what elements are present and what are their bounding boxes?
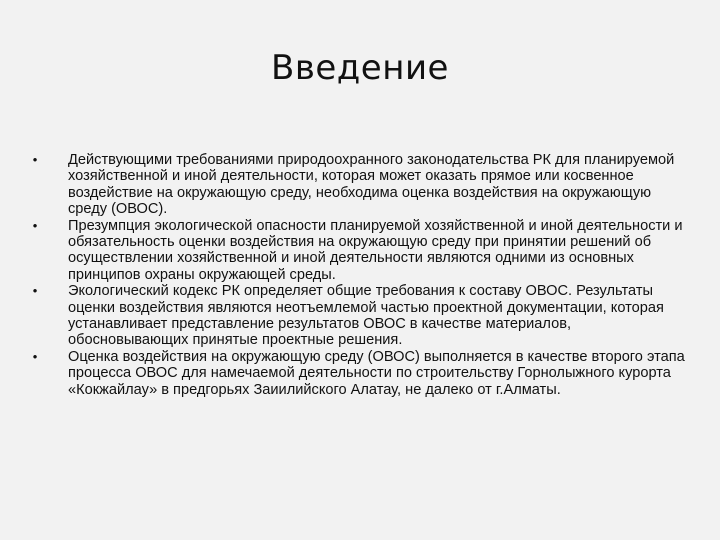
bullet-marker: • [32,283,38,299]
bullet-marker: • [32,152,38,167]
bullet-item [30,283,685,349]
bullet-item [30,218,685,284]
bullet-item [30,152,685,218]
bullet-text: Действующими требованиями природоохранного законодательства РК для планируемой хозяйственной и иной деятельности, которая может оказать прямое или косвенное воздействие на окружающую среду, необходима оценка воздействия на окружающую среду (ОВОС). [68,152,675,218]
bullet-text: Презумпция экологической опасности планируемой хозяйственной и иной деятельности и обязательность оценки воздействия на окружающую среду при принятии решений об осуществлении хозяйственной и иной деятельности являются одними из основных принципов охраны окружающей среды. [68,217,683,283]
bullet-marker: • [32,217,38,233]
bullet-marker: • [32,348,38,364]
slide-title: Введение [271,48,449,88]
bullet-text: Оценка воздействия на окружающую среду (ОВОС) выполняется в качестве второго этапа процесса ОВОС для намечаемой деятельности по строительству Горнолыжного курорта «Кокжайлау» в предгорьях Заиилийского Алатау, не далеко от г.Алматы. [68,348,685,398]
bullet-list [30,152,685,398]
bullet-item [30,349,685,398]
bullet-text: Экологический кодекс РК определяет общие требования к составу ОВОС. Результаты оценки воздействия являются неотъемлемой частью проектной документации, которая устанавливает представление результатов ОВОС в качестве материалов, обосновывающих принятые проектные решения. [68,283,664,349]
